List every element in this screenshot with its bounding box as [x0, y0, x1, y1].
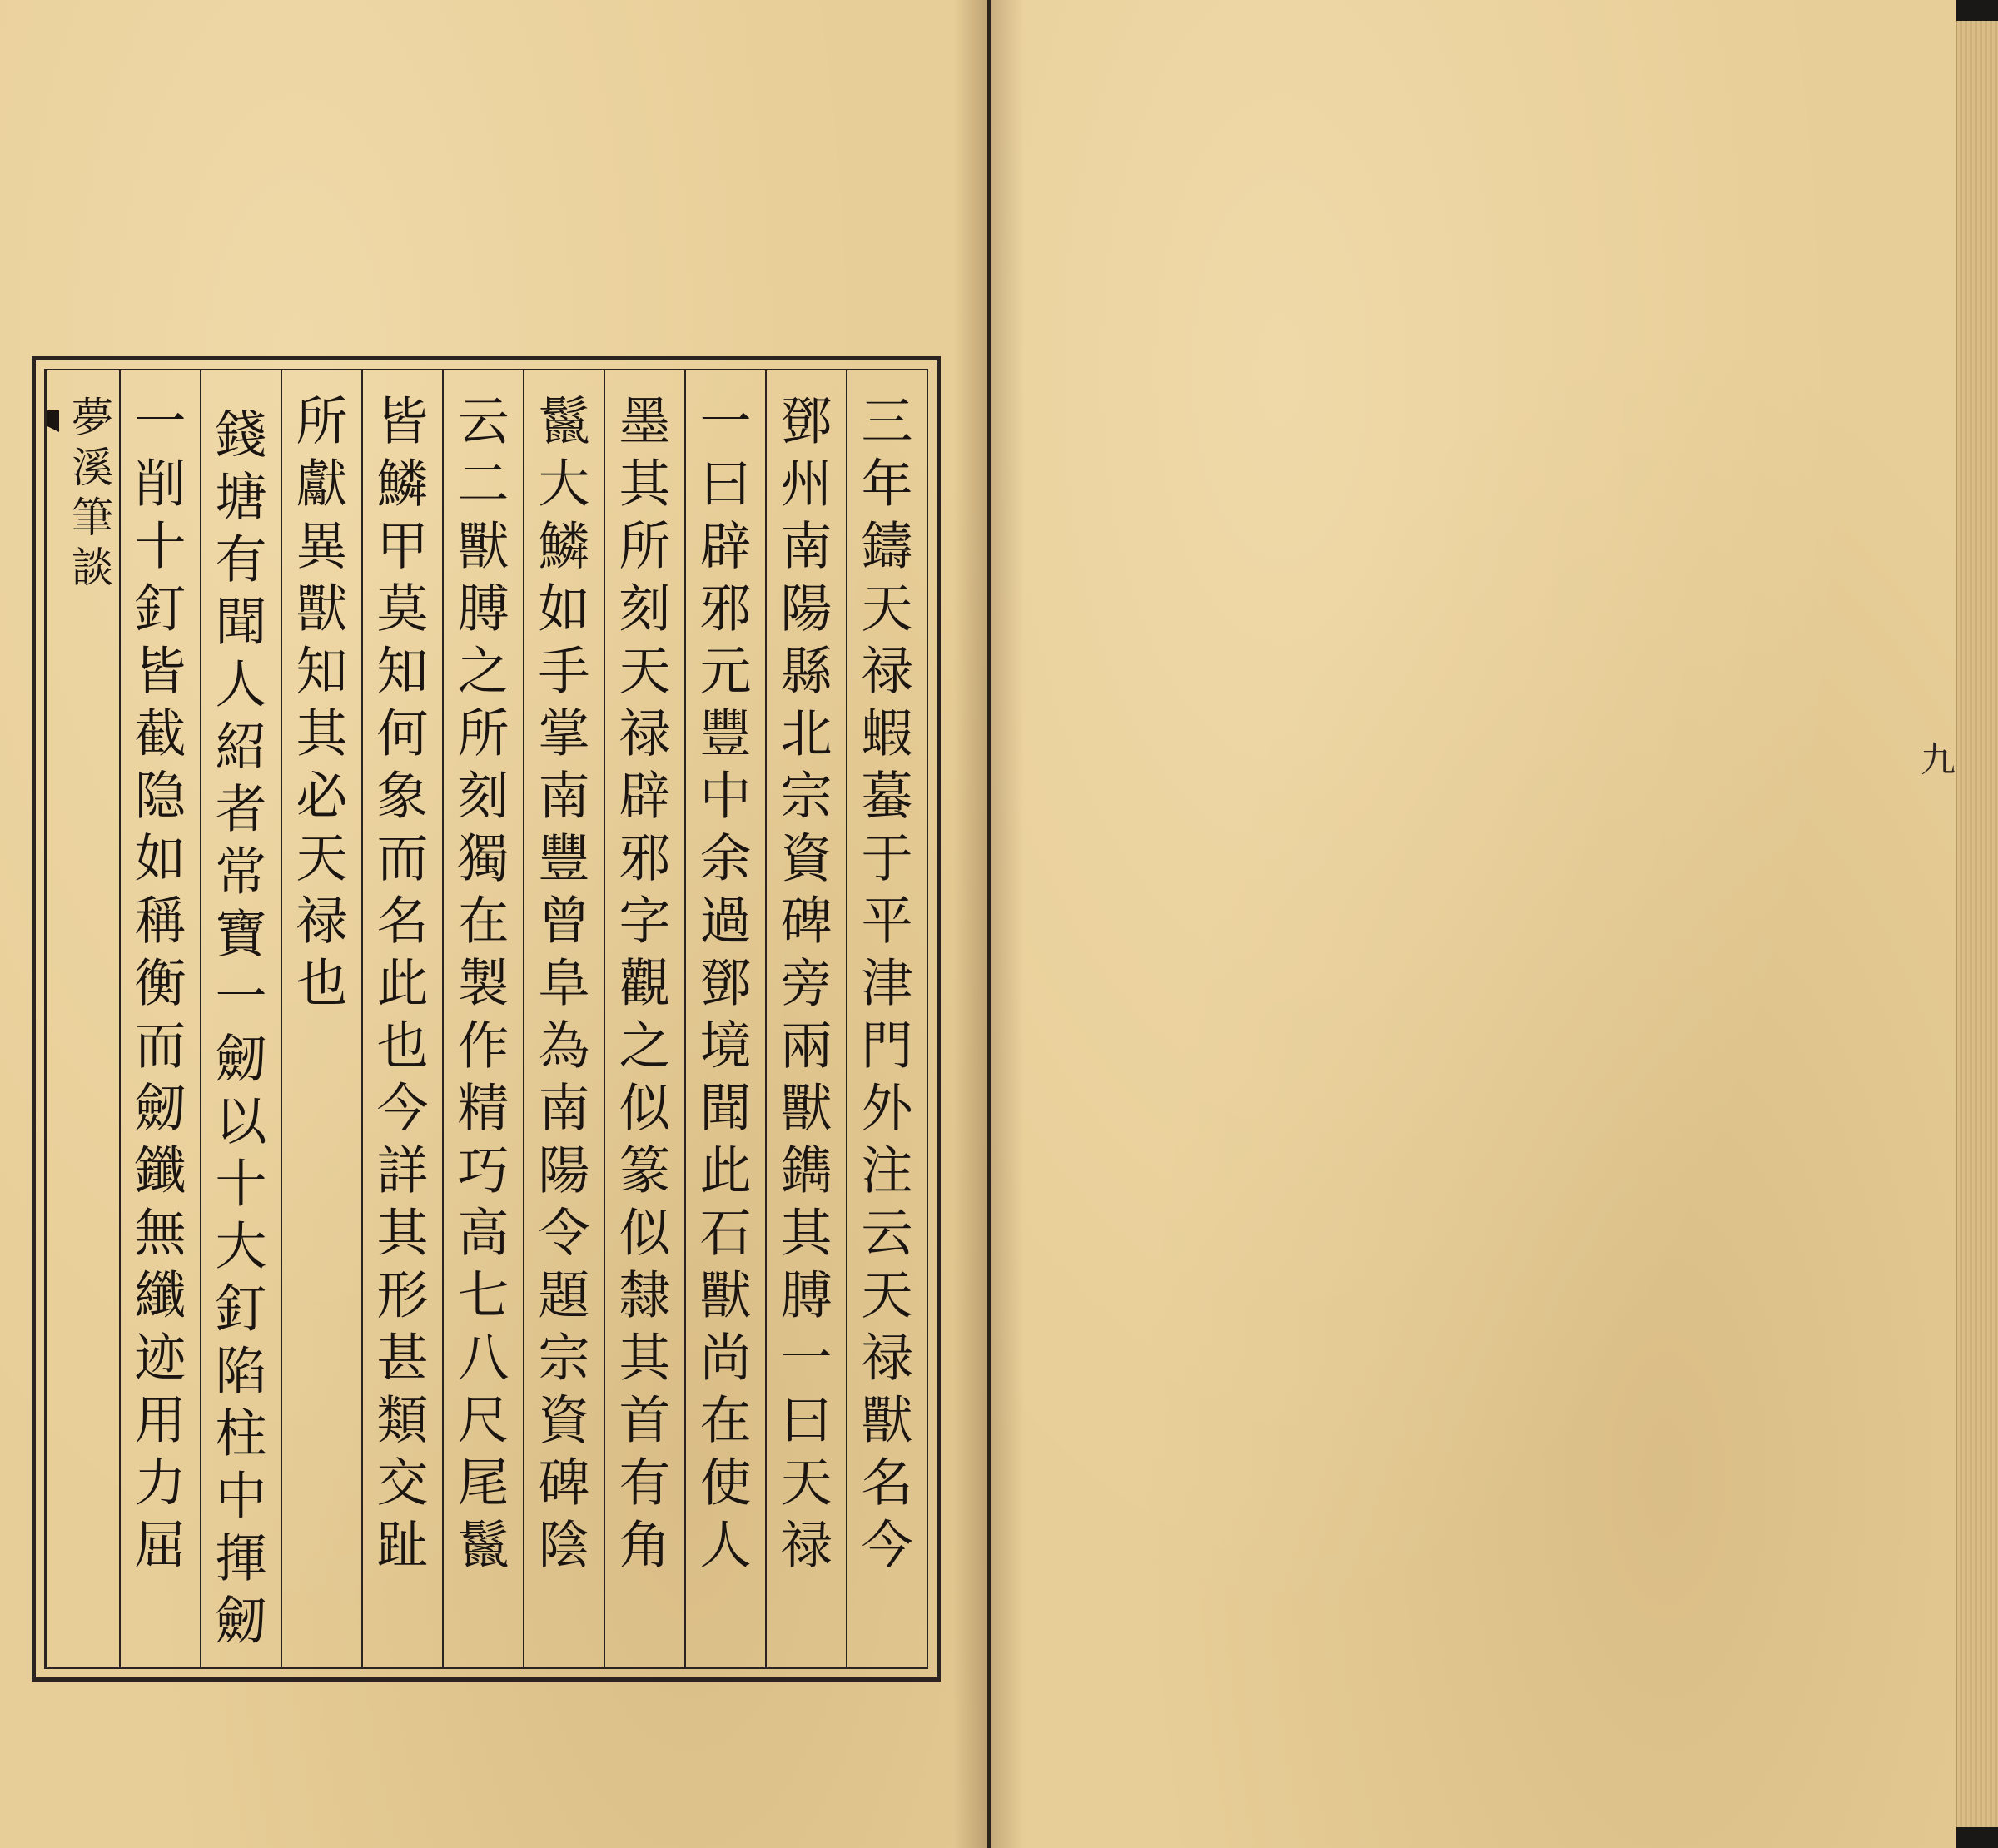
text-column: 三年鑄天禄蝦蟇于平津門外注云天禄獸名今 [846, 370, 927, 1667]
right-page [991, 0, 1956, 1848]
fish-tail-mark-icon [46, 410, 59, 432]
text-column: 鄧州南陽縣北宗資碑旁兩獸鐫其膊一曰天禄 [765, 370, 846, 1667]
margin-folio-note: 九 [1916, 741, 1956, 776]
text-column: 錢塘有聞人紹者常寶一劒以十大釘陷柱中揮劒 [200, 370, 281, 1667]
page-edges [1956, 21, 1998, 1827]
text-column: 墨其所刻天禄辟邪字觀之似篆似隸其首有角 [604, 370, 684, 1667]
left-page-banxin [46, 370, 119, 1667]
text-column: 所獻異獸知其必天禄也 [281, 370, 361, 1667]
left-page [0, 0, 987, 1848]
text-column: 鬣大鱗如手掌南豐曾阜為南陽令題宗資碑陰 [523, 370, 604, 1667]
text-column: 一曰辟邪元豐中余過鄧境聞此石獸尚在使人 [684, 370, 765, 1667]
text-column: 皆鱗甲莫知何象而名此也今詳其形甚類交趾 [361, 370, 442, 1667]
text-column: 云二獸膊之所刻獨在製作精巧高七八尺尾鬣 [442, 370, 523, 1667]
left-text-frame [32, 356, 941, 1682]
banxin-title: 夢溪筆談 [65, 395, 113, 595]
text-column: 一削十釘皆截隐如稱衡而劒鑯無纖迹用力屈 [119, 370, 200, 1667]
